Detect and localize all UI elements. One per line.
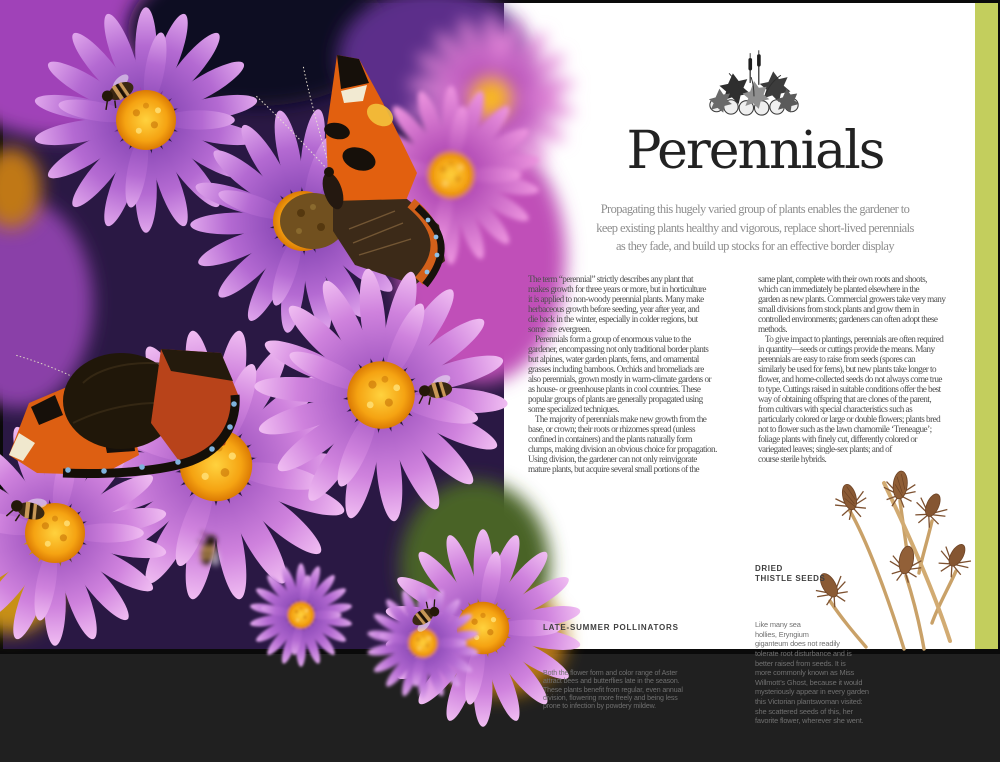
- page-sheet: [3, 3, 998, 726]
- caption-text: Both the flower form and color range of Aster attract bees and butterflies late in the season. These plants benefit from regular, even annual division, flowering more freely and being less prone to infection by powdery mildew.: [543, 670, 683, 711]
- caption-dried-thistle-seeds: [755, 528, 869, 762]
- body-column-left: The term “perennial” strictly describes any plant that makes growth for three years or more, but in horticulture it is applied to non-woody perennial plants. Many make herbaceous growth before seeding, year after year, and die back in the winter, especially in colder regions, but some are evergreen. Perennials form a group of enormous value to the gardener, encompassing not only traditional border plants but alpines, water garden plants, ferns, and ornamental grasses including bamboos. Orchids and bromeliads are also perennials, grown mostly in warm-climate gardens or as house- or greenhouse plants in cool countries. These popular groups of plants are generally propagated using some specialized techniques. The majority of perennials make new growth from the base, or crown; their roots or rhizomes spread (unless confined in containers) and the plants naturally form clumps, making division an obvious choice for propagation. Using division, the gardener can not only reinvigorate mature plants, but acquire several small portions of the: [528, 274, 717, 474]
- chapter-tab-stripe: [975, 3, 998, 649]
- chapter-title: Perennials: [626, 121, 884, 181]
- aster-butterflies-photo: [3, 3, 504, 649]
- caption-late-summer-pollinators: [543, 587, 683, 747]
- caption-text: Like many sea hollies, Eryngium giganteum does not readily tolerate root disturbance and is better raised from seeds. It is more commonly known as Miss Willmott’s Ghost, because it would mysteriously appear in every garden this Victorian plantswoman visited: she scattered seeds of this, her favorite flower, wherever she went.: [755, 620, 869, 726]
- body-column-right: same plant, complete with their own roots and shoots, which can immediately be planted elsewhere in the garden as new plants. Commercial growers take very many small divisions from stock plants and grow them in controlled environments; gardeners can often adopt these methods. To give impact to plantings, perennials are often required in quantity—seeds or cuttings provide the means. Many perennials are easy to raise from seeds (spores can similarly be used for ferns), but new plants take longer to flower, and home-collected seeds do not always come true to type. Cuttings raised in suitable conditions offer the best way of obtaining offspring that are clones of the parent, from cultivars with special characteristics such as particularly colored or large or double flowers; plants bred not to flower such as the lawn chamomile ‘Treneague’; foliage plants with finely cut, differently colored or variegated leaves; single-sex plants; and of course sterile hybrids.: [758, 274, 946, 464]
- chapter-intro: Propagating this hugely varied group of plants enables the gardener to keep existing plants healthy and vigorous, replace short-lived perennials as they fade, and build up stocks for an effective border display: [596, 202, 914, 254]
- caption-title: DRIED THISTLE SEEDS: [755, 564, 826, 583]
- cattails-plant-ornament-illustration: [706, 49, 802, 113]
- caption-title: LATE-SUMMER POLLINATORS: [543, 623, 679, 632]
